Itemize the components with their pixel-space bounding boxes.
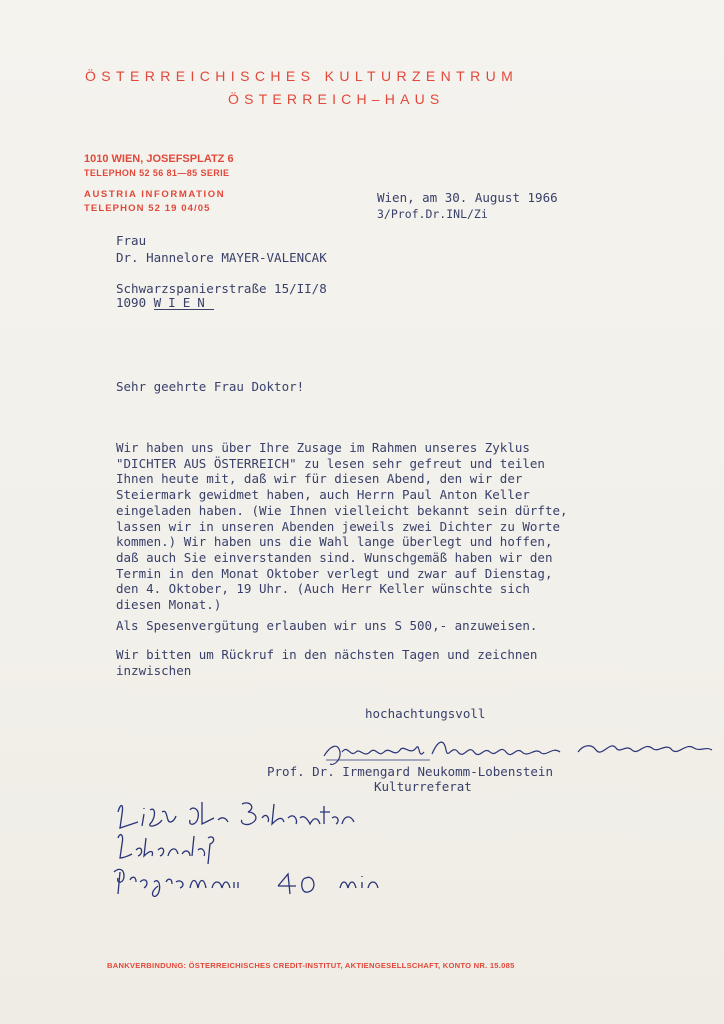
footer-bank-details: BANKVERBINDUNG: ÖSTERREICHISCHES CREDIT-INSTITUT, AKTIENGESELLSCHAFT, KONTO NR. 15.085 [107,961,515,970]
recipient-postcode: 1090 [116,295,147,310]
date-line: Wien, am 30. August 1966 [377,190,558,205]
letterhead-info-telephon: TELEPHON 52 19 04/05 [84,203,211,214]
body-line: Wir bitten um Rückruf in den nächsten Tagen und zeichnen [116,647,538,662]
body-line: Wir haben uns über Ihre Zusage im Rahmen unseres Zyklus [116,440,530,455]
letterhead-telephon: TELEPHON 52 56 81—85 SERIE [84,168,230,178]
recipient-city: WIEN [153,295,212,310]
reference-code: 3/Prof.Dr.INL/Zi [377,207,488,221]
body-line: diesen Monat.) [116,597,222,613]
body-line: Ihnen heute mit, daß wir für diesen Abend, den wir der [116,471,523,487]
signatory-department: Kulturreferat [374,779,472,794]
body-line: inzwischen [116,662,192,678]
letterhead-title: ÖSTERREICHISCHES KULTURZENTRUM [85,68,519,84]
signatory-name: Prof. Dr. Irmengard Neukomm-Lobenstein [267,764,553,779]
letterhead-subtitle: ÖSTERREICH–HAUS [228,91,445,107]
recipient-street: Schwarzspanierstraße 15/II/8 [116,281,327,296]
letterhead-address: 1010 WIEN, JOSEFSPLATZ 6 [84,153,234,165]
closing: hochachtungsvoll [365,706,486,721]
recipient-city-line [116,295,214,311]
body-line: den 4. Oktober, 19 Uhr. (Auch Herr Keller wünschte sich [116,581,530,597]
recipient-name: Dr. Hannelore MAYER-VALENCAK [116,250,327,265]
letterhead-info: AUSTRIA INFORMATION [84,189,226,200]
salutation: Sehr geehrte Frau Doktor! [116,379,305,394]
body-line: Steiermark gewidmet haben, auch Herrn Paul Anton Keller [116,487,530,503]
body-line: Als Spesenvergütung erlauben wir uns S 500,- anzuweisen. [116,618,538,633]
body-line: kommen.) Wir haben uns die Wahl lange überlegt und hoffen, [116,534,553,550]
body-line: "DICHTER AUS ÖSTERREICH" zu lesen sehr gefreut und teilen [116,455,545,471]
body-paragraph-2 [116,618,646,634]
body-line: eingeladen haben. (Wie Ihnen vielleicht bekannt sein dürfte, [116,502,568,518]
body-paragraph-3 [116,647,646,678]
recipient-title: Frau [116,233,147,248]
handwritten-notes [110,798,400,898]
body-line: Termin in den Monat Oktober verlegt und zwar auf Dienstag, [116,565,553,581]
body-line: daß auch Sie einverstanden sind. Wunschgemäß haben wir den [116,549,553,565]
body-paragraph-1 [116,440,646,613]
body-line: lassen wir in unseren Abenden jeweils zwei Dichter zu Worte [116,518,561,534]
